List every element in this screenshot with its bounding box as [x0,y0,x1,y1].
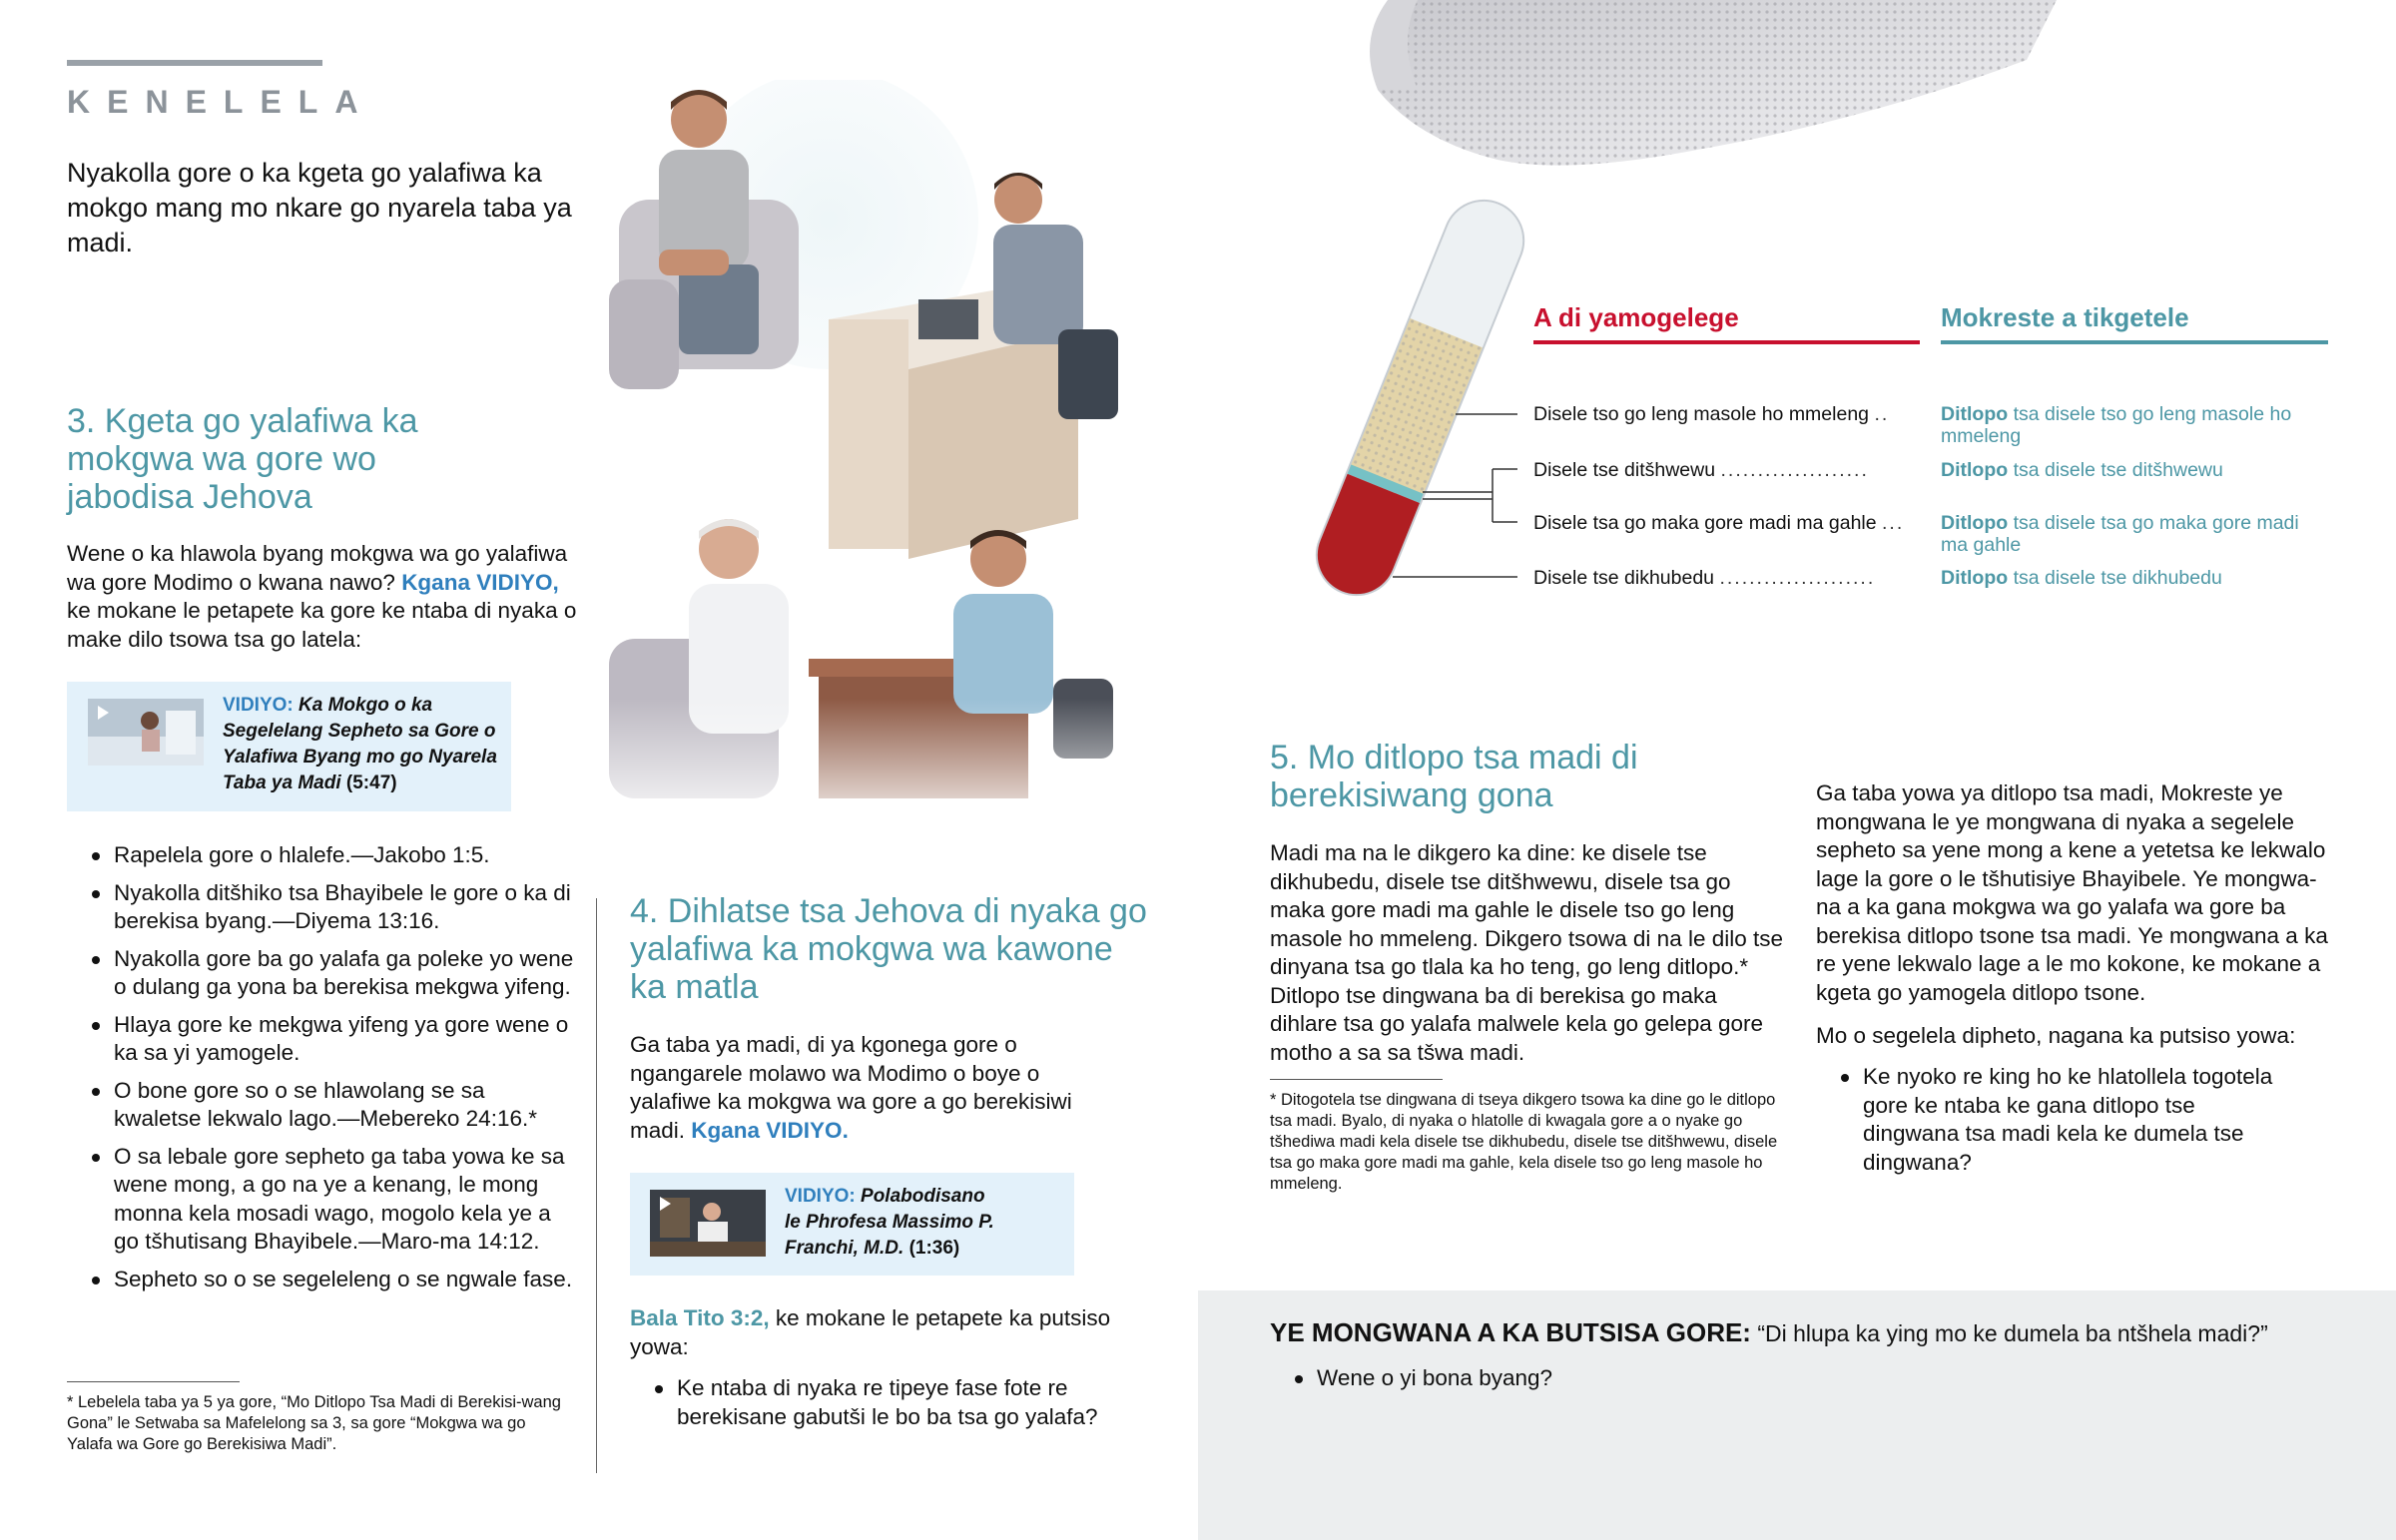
acceptable-header-rule [1533,340,1920,344]
asks-bullets [1270,1364,2069,1402]
row-3-label: Disele tsa go maka gore madi ma gahle [1533,512,1877,534]
section-4-text-main: Ga taba ya madi, di ya kgonega gore o ngangarele molawo wa Modimo o boye o yalafiwe ka mokgwa wa gore a go berekisiwi madi. [630,1032,1072,1143]
section-5-footnote: * Ditogotela tse dingwana di tseya dikgero tsowa ka dine go le ditlopo tsa madi. Byalo, di nyaka o hlatolle di kwagala gore a o nyake go tšhediwa madi kela disele tse dikhubedu, disele tse ditšhwewu, disele tsa go maka gore madi ma gahle, kela disele tso go leng masole ho mmeleng. [1270,1091,1778,1193]
section-5-right-text: Ga taba yowa ya ditlopo tsa madi, Mokreste ye mongwana le ye mongwana di nyaka a segelele sepheto sa yene mong a kene a yetetsa ke lekwalo lage la gore o le tšhutisiye Bhayibele. Ye mongwa-na a ka gana mokgwa wa go yalafa wa gore ba berekisa ditlopo tsone tsa madi. Ye mongwana a ka re yene lekwalo lage a le mo kokone, ke mokane a kgeta go yamogela ditlopo tsone. [1816,780,2328,1005]
asks-quote: “Di hlupa ka ying mo ke dumela ba ntšhela madi?” [1757,1320,2268,1346]
section-5-text: Madi ma na le dikgero ka dine: ke disele tse dikhubedu, disele tse ditšhwewu, disele tsa go maka gore madi ma gahle le disele tso go leng masole ho mmeleng. Dikgero tsowa di na le dilo tse dinyana tsa go tlala ka ho teng, go leng ditlopo.* Ditlopo tse dingwana ba di berekisa go maka dihlare tsa go yalafa malwele kela go gelepa gore motho a sa sa tšwa madi. [1270,840,1784,1065]
list-item: Sepheto so o se segeleleng o se ngwale fase. [67,1266,576,1294]
comparison-row-1-left: Disele tso go leng masole ho mmeleng .. [1533,403,1890,425]
section-label: KENELELA [67,84,375,120]
row-1-label: Disele tso go leng masole ho mmeleng [1533,403,1870,425]
section-4-text [630,1031,1099,1145]
list-item: O sa lebale gore sepheto ga taba yowa ke sa wene mong, a go na ye a kenang, le mong monna kela mosadi wago, mogolo kela ye a go tšhutisang Bhayibele.—Maro-ma 14:12. [67,1143,576,1257]
choice-header-rule [1941,340,2328,344]
list-item: Wene o yi bona byang? [1270,1364,2069,1393]
section-3-footnote: * Lebelela taba ya 5 ya gore, “Mo Ditlopo Tsa Madi di Berekisi-wang Gona” le Setwaba sa Mafelelong sa 3, sa gore “Mokgwa wa go Yalafa wa Gore go Berekisiwa Madi”. [67,1393,561,1453]
choice-column-header: Mokreste a tikgetele [1941,302,2189,332]
row-4-text: tsa disele tse dikhubedu [2008,567,2222,589]
video-thumbnail-1[interactable] [88,699,204,766]
scripture-link[interactable]: Bala Tito 3:2, [630,1305,770,1330]
list-item: Nyakolla ditšhiko tsa Bhayibele le gore o ka di berekisa byang.—Diyema 13:16. [67,879,576,936]
comparison-row-1-right [1941,403,2330,447]
list-item: Nyakolla gore ba go yalafa ga poleke yo wene o dulang ga yona ba berekisa mekgwa yifeng. [67,945,576,1002]
section-3-text-pre: Wene o ka hlawola byang mokgwa wa go yalafiwa wa gore Modimo o kwana nawo? [67,541,568,595]
section-5-footnote-rule [1270,1079,1443,1080]
video-box-2[interactable] [630,1173,1074,1276]
intro-text: Nyakolla gore o ka kgeta go yalafiwa ka mokgo mang mo nkare go nyarela taba ya madi. [67,158,572,257]
section-3-text-post: ke mokane le petapete ka gore ke ntaba di nyaka o make dilo tsowa tsa go latela: [67,598,577,652]
play-icon [660,1197,671,1211]
row-2-text: tsa disele tse ditšhwewu [2008,459,2223,481]
row-3-bold: Ditlopo [1941,512,2009,534]
video-1-caption [223,693,497,796]
video-thumbnail-2[interactable] [650,1190,766,1257]
list-item: Hlaya gore ke mekgwa yifeng ya gore wene o ka sa yi yamogele. [67,1011,576,1068]
row-2-bold: Ditlopo [1941,459,2009,481]
column-divider [596,898,597,1473]
asks-label: YE MONGWANA A KA BUTSISA GORE: [1270,1317,1751,1347]
section-5-bullets [1816,1063,2295,1186]
section-5-question-intro: Mo o segelela dipheto, nagana ka putsiso yowa: [1816,1023,2296,1048]
section-3-bullets [67,841,576,1302]
video-1-label: VIDIYO: [223,695,294,716]
acceptable-column-header: A di yamogelege [1533,302,1739,332]
row-2-label: Disele tse ditšhwewu [1533,459,1716,481]
row-4-label: Disele tse dikhubedu [1533,567,1715,589]
section-5-title: 5. Mo ditlopo tsa madi di berekisiwang gona [1270,739,1638,814]
section-4-video-link[interactable]: Kgana VIDIYO. [691,1117,849,1143]
counseling-illustration [599,80,1138,838]
section-3-title: 3. Kgeta go yalafiwa ka mokgwa wa gore wo jabodisa Jehova [67,402,418,516]
list-item: O bone gore so o se hlawolang se sa kwaletse lekwalo lago.—Mebereko 24:16.* [67,1077,576,1134]
video-1-title: Ka Mokgo o ka Segelelang Sepheto sa Gore o Yalafiwa Byang mo go Nyarela Taba ya Madi [223,695,497,793]
list-item: Rapelela gore o hlalefe.—Jakobo 1:5. [67,841,576,870]
video-box-1[interactable] [67,682,511,811]
list-item: Ke nyoko re king ho ke hlatollela togotela gore ke ntaba ke gana ditlopo tse dingwana tsa madi kela ke dumela tse dingwana? [1816,1063,2295,1177]
row-1-bold: Ditlopo [1941,403,2009,425]
video-2-duration: (1:36) [908,1238,960,1259]
footnote-rule [67,1381,240,1382]
video-2-title: Polabodisano le Phrofesa Massimo P. Franchi, M.D. [785,1186,994,1259]
row-3-text: tsa disele tsa go maka gore madi ma gahle [1941,512,2299,556]
section-4-read-text: ke mokane le petapete ka putsiso yowa: [630,1305,1111,1359]
section-4-title: 4. Dihlatse tsa Jehova di nyaka go yalafiwa ka mokgwa wa kawone ka matla [630,892,1147,1006]
play-icon [98,706,109,720]
video-2-caption [785,1184,994,1262]
comparison-row-3-left: Disele tsa go maka gore madi ma gahle ... [1533,512,1905,534]
section-4-read [630,1304,1129,1361]
comparison-row-4-right [1941,567,2330,589]
video-2-label: VIDIYO: [785,1186,856,1207]
section-3-text [67,540,586,654]
comparison-row-2-left: Disele tse ditšhwewu .................... [1533,459,1869,481]
comparison-row-4-left: Disele tse dikhubedu ..................... [1533,567,1876,589]
comparison-row-3-right [1941,512,2330,556]
asks-line [1270,1317,2328,1348]
row-1-text: tsa disele tso go leng masole ho mmeleng [1941,403,2292,447]
section-4-bullets [630,1374,1129,1440]
row-4-bold: Ditlopo [1941,567,2009,589]
video-1-duration: (5:47) [345,772,397,793]
header-rule [67,60,322,66]
list-item: Ke ntaba di nyaka re tipeye fase fote re berekisane gabutši le bo ba tsa go yalafa? [630,1374,1129,1431]
comparison-row-2-right [1941,459,2330,481]
section-3-video-link[interactable]: Kgana VIDIYO, [401,569,559,595]
